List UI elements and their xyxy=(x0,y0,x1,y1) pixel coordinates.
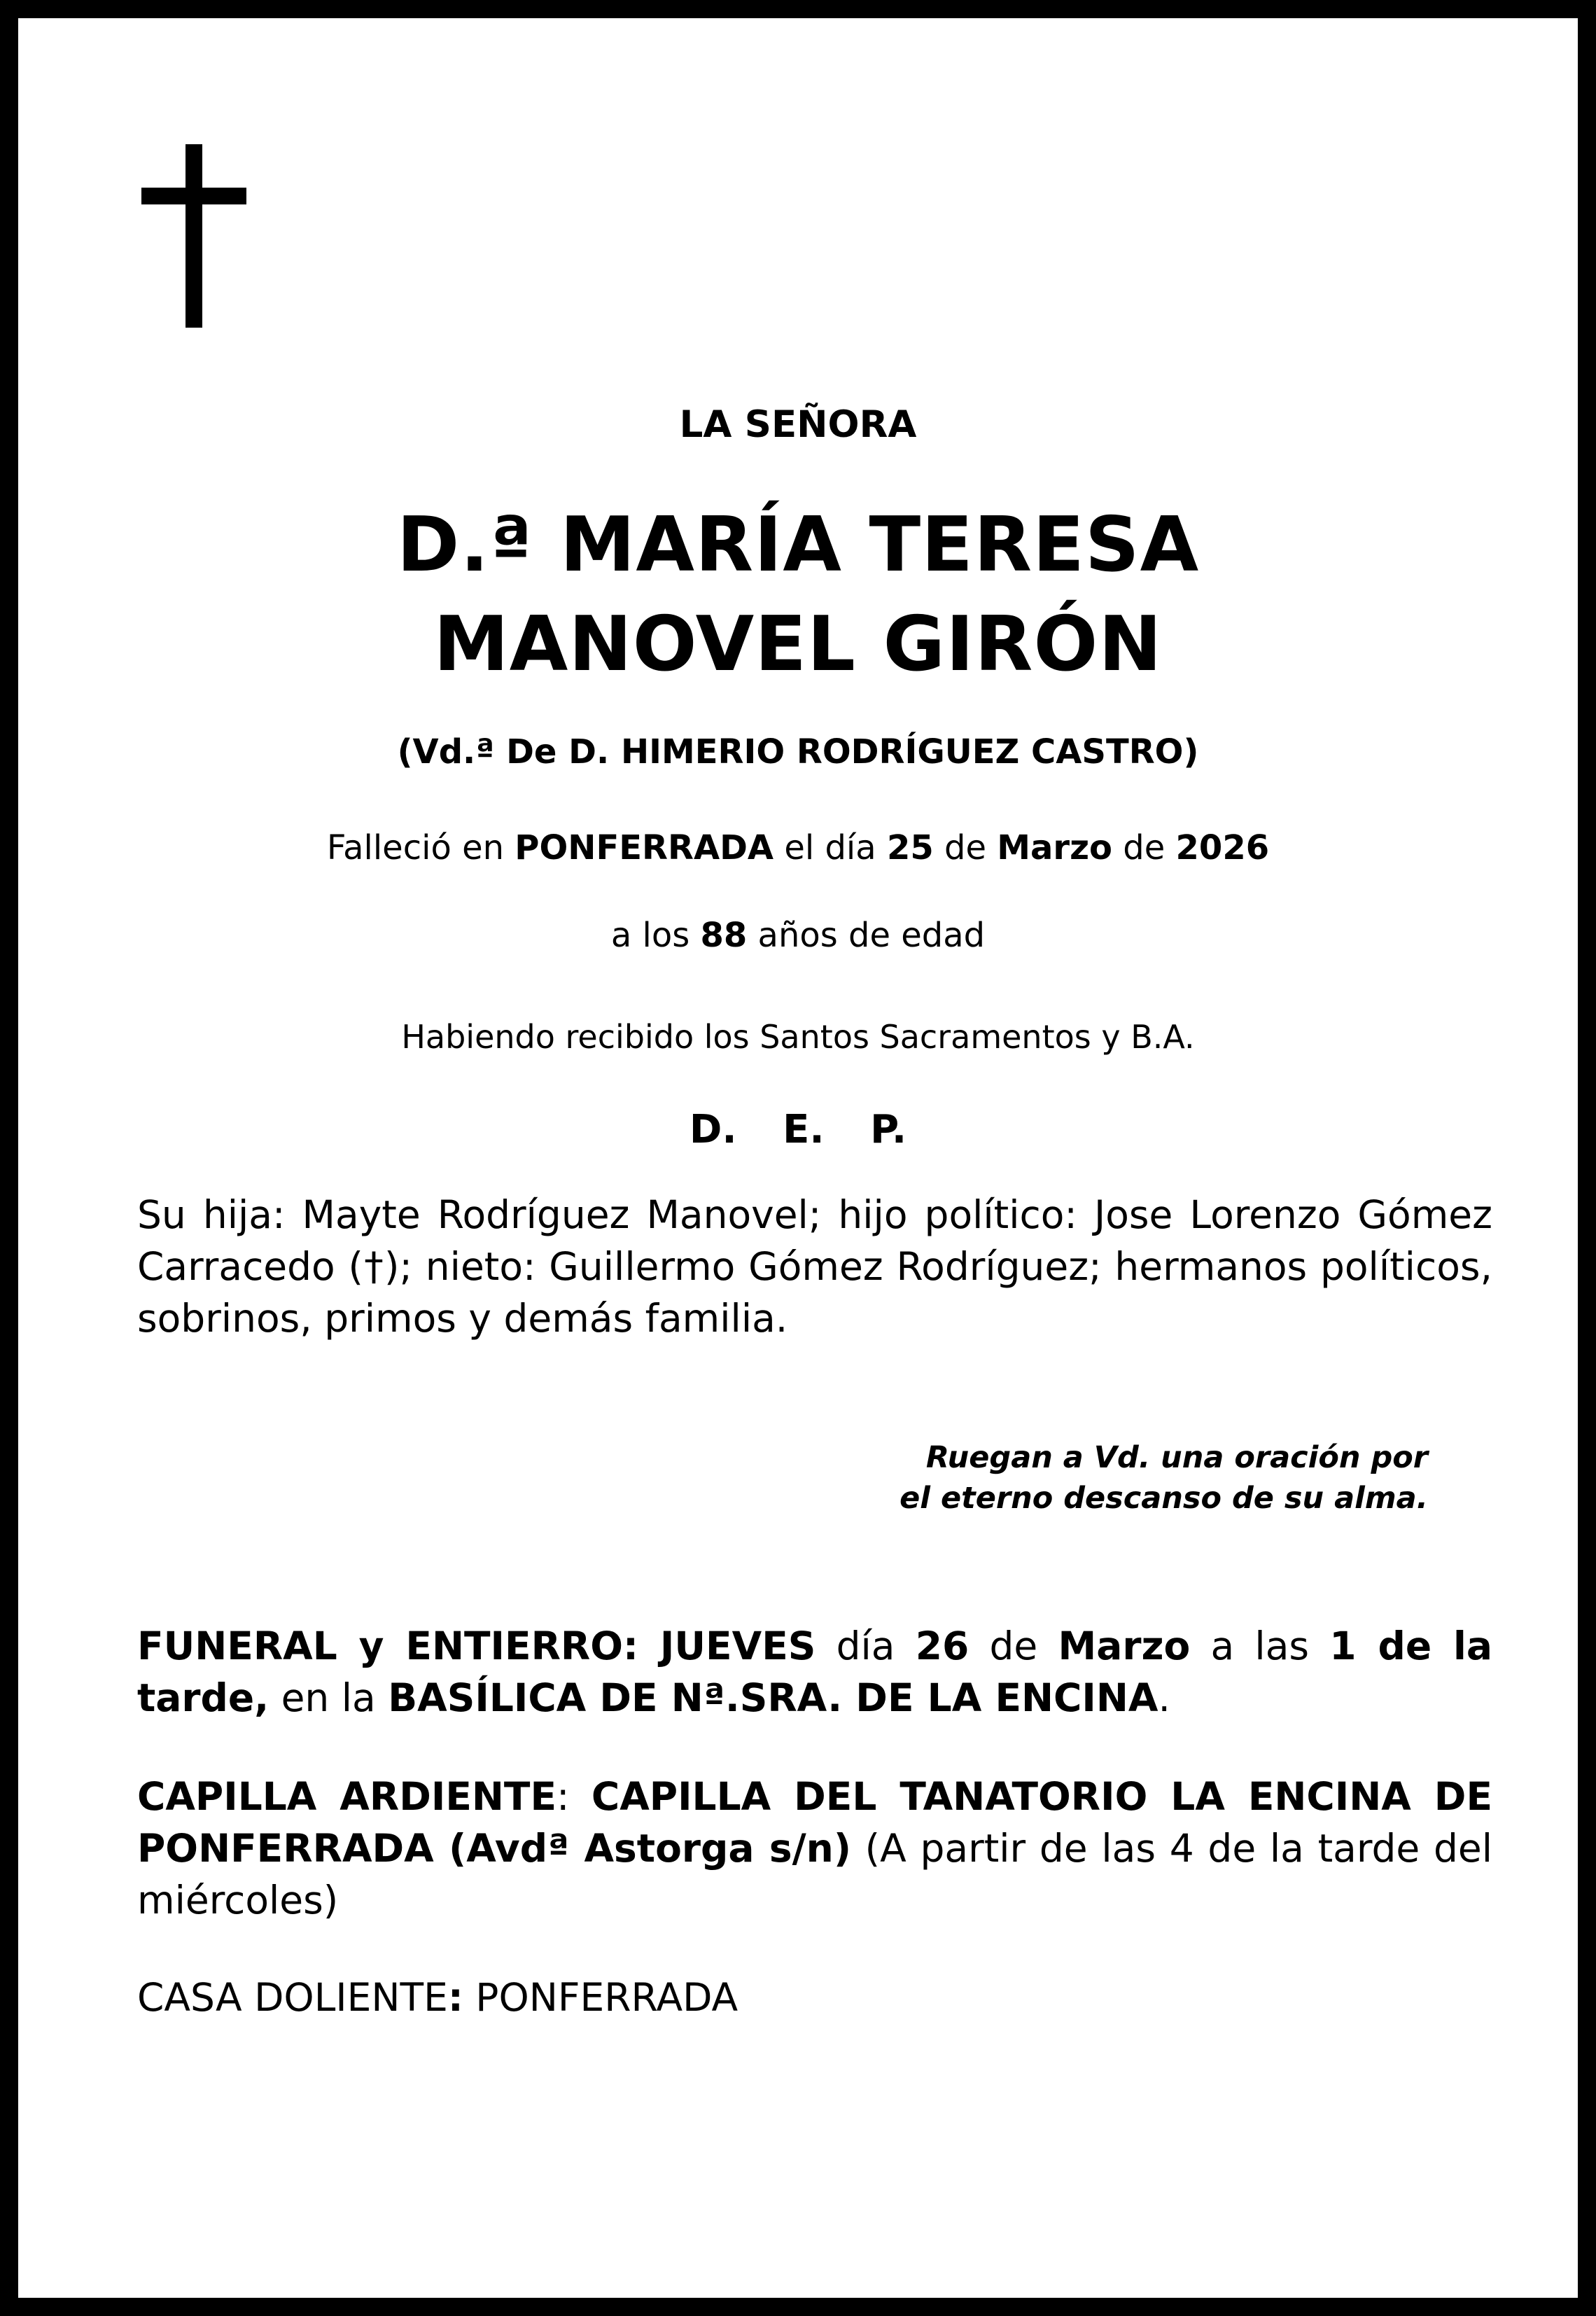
house-paragraph: CASA DOLIENTE: PONFERRADA xyxy=(137,1975,738,2020)
age-years: 88 xyxy=(700,916,748,955)
death-year: 2026 xyxy=(1175,828,1270,867)
obituary-sheet xyxy=(18,18,1578,2298)
house-label: CASA DOLIENTE xyxy=(137,1975,448,2020)
deceased-name-line1: D.ª MARÍA TERESA xyxy=(396,501,1200,589)
funeral-place: BASÍLICA DE Nª.SRA. DE LA ENCINA xyxy=(388,1675,1158,1720)
prayer-line-1: Ruegan a Vd. una oración por xyxy=(925,1440,1428,1475)
death-month: Marzo xyxy=(997,828,1112,867)
funeral-day: 26 xyxy=(915,1624,969,1668)
chapel-paragraph: CAPILLA ARDIENTE: CAPILLA DEL TANATORIO LA ENCINA DE PONFERRADA (Avdª Astorga s/n) (A partir de las 4 de la tarde del miércoles) xyxy=(137,1774,1493,1923)
chapel-place: CAPILLA DEL TANATORIO LA ENCINA DE PONFERRADA (Avdª Astorga s/n) xyxy=(137,1774,1493,1871)
title-label: LA SEÑORA xyxy=(679,403,917,446)
family-paragraph: Su hija: Mayte Rodríguez Manovel; hijo político: Jose Lorenzo Gómez Carracedo (†); nieto: Guillermo Gómez Rodríguez; hermanos políticos, sobrinos, primos y demás familia. xyxy=(137,1192,1492,1341)
funeral-paragraph: FUNERAL y ENTIERRO: JUEVES día 26 de Marzo a las 1 de la tarde, en la BASÍLICA DE Nª.SRA. DE LA ENCINA. xyxy=(137,1624,1492,1720)
prayer-request xyxy=(899,1437,1428,1519)
cross-icon xyxy=(141,144,260,347)
age-line: a los 88 años de edad xyxy=(610,916,986,955)
death-place: PONFERRADA xyxy=(514,828,774,867)
funeral-month: Marzo xyxy=(1058,1624,1191,1668)
death-line: Falleció en PONFERRADA el día 25 de Marzo de 2026 xyxy=(326,828,1270,867)
chapel-label: CAPILLA ARDIENTE xyxy=(137,1774,557,1819)
funeral-label: FUNERAL y ENTIERRO: JUEVES xyxy=(137,1624,816,1668)
chapel-note: (A partir de las 4 de la tarde del miércoles) xyxy=(137,1826,1492,1923)
sacraments-line: Habiendo recibido los Santos Sacramentos y B.A. xyxy=(401,1018,1195,1056)
widow-of-line: (Vd.ª De D. HIMERIO RODRÍGUEZ CASTRO) xyxy=(397,732,1199,772)
funeral-time: 1 de la tarde, xyxy=(137,1624,1492,1720)
house-place: PONFERRADA xyxy=(463,1975,738,2020)
deceased-name-line2: MANOVEL GIRÓN xyxy=(433,601,1163,688)
prayer-line-2: el eterno descanso de su alma. xyxy=(899,1481,1428,1516)
death-day: 25 xyxy=(886,828,934,867)
dep-line: D. E. P. xyxy=(689,1107,907,1152)
